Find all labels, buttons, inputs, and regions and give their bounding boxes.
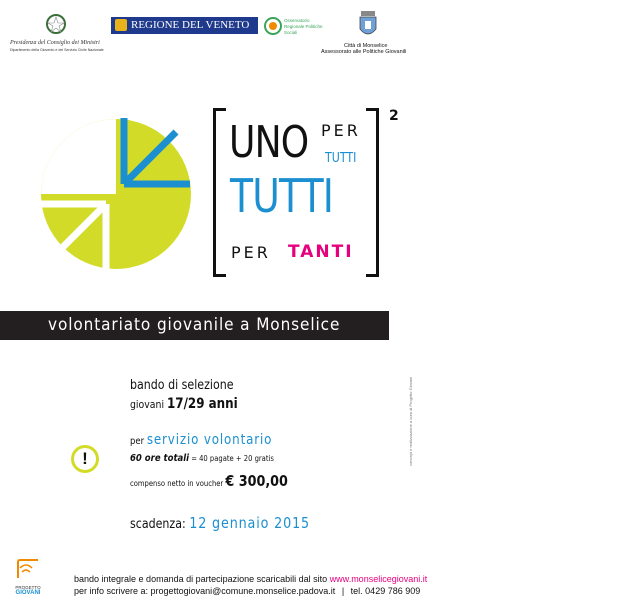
title-per-bottom: PER xyxy=(231,243,271,262)
footer-info-prefix: per info scrivere a: xyxy=(74,586,149,596)
ore-totali: 60 ore totali xyxy=(130,453,190,464)
phone-number: tel. 0429 786 909 xyxy=(350,586,421,596)
footer-line-1 xyxy=(74,574,427,584)
right-bracket xyxy=(366,108,379,277)
vertical-credit: concept e realizzazione a cura di Progetto Giovani xyxy=(408,376,413,466)
banner xyxy=(0,311,389,340)
city-dept: Assessorato alle Politiche Giovanili xyxy=(321,49,407,55)
scadenza-date: 12 gennaio 2015 xyxy=(189,514,311,532)
logo-top: PROGETTO xyxy=(15,585,41,590)
osservatorio-label: Osservatorio Regionale Politiche Sociali xyxy=(284,18,323,35)
title-uno: UNO xyxy=(229,117,309,168)
compenso-line xyxy=(130,472,288,490)
osservatorio-logo xyxy=(263,16,283,36)
veneto-lion-icon xyxy=(115,19,127,31)
veneto-logo xyxy=(111,17,258,34)
emblem-icon xyxy=(46,12,66,36)
site-link[interactable]: www.monselicegiovani.it xyxy=(329,574,428,584)
logo-bottom: GIOVANI xyxy=(15,590,41,596)
republic-emblem xyxy=(46,12,66,36)
bando-label: bando di selezione xyxy=(130,378,234,393)
age-line xyxy=(130,396,238,412)
progetto-giovani-logo xyxy=(12,558,44,596)
title-per-top: PER xyxy=(321,121,361,140)
importo: € 300,00 xyxy=(225,472,288,490)
servizio-line xyxy=(130,432,272,448)
alert-symbol: ! xyxy=(82,449,88,468)
footer-line-2 xyxy=(74,586,420,596)
scadenza-label: scadenza: xyxy=(130,517,186,532)
city-crest xyxy=(358,11,378,39)
servizio-label: servizio volontario xyxy=(146,432,273,448)
pie-graphic xyxy=(40,118,192,270)
ore-line xyxy=(130,453,274,464)
ore-detail: = 40 pagate + 20 gratis xyxy=(191,454,274,463)
banner-text: volontariato giovanile a Monselice xyxy=(48,315,341,335)
crest-icon xyxy=(358,11,378,39)
email-link[interactable]: progettogiovani@comune.monselice.padova.it xyxy=(150,586,336,596)
signal-icon xyxy=(12,558,44,580)
title-tutti-small: TUTTI xyxy=(325,151,357,166)
footer-text-1: bando integrale e domanda di partecipazione scaricabili dal sito xyxy=(74,574,328,584)
title-superscript: 2 xyxy=(389,108,399,124)
veneto-label: REGIONE DEL VENETO xyxy=(131,19,250,31)
circle-leaves-icon xyxy=(263,16,283,36)
footer-separator: | xyxy=(341,586,345,596)
title-tanti: TANTI xyxy=(288,242,354,262)
city-name: Città di Monselice xyxy=(344,43,388,49)
giovani-label: giovani xyxy=(130,398,165,411)
presidency-text: Presidenza del Consiglio dei Ministri xyxy=(10,40,100,46)
per-label: per xyxy=(130,436,145,447)
alert-icon xyxy=(71,445,99,473)
presidency-subtext: Dipartimento della Gioventù e del Servizio Civile Nazionale xyxy=(10,48,104,52)
left-bracket xyxy=(213,108,226,277)
scadenza-line xyxy=(130,514,310,532)
title-tutti-big: TUTTI xyxy=(230,169,334,223)
compenso-label: compenso netto in voucher xyxy=(130,479,224,488)
age-range: 17/29 anni xyxy=(167,396,238,412)
